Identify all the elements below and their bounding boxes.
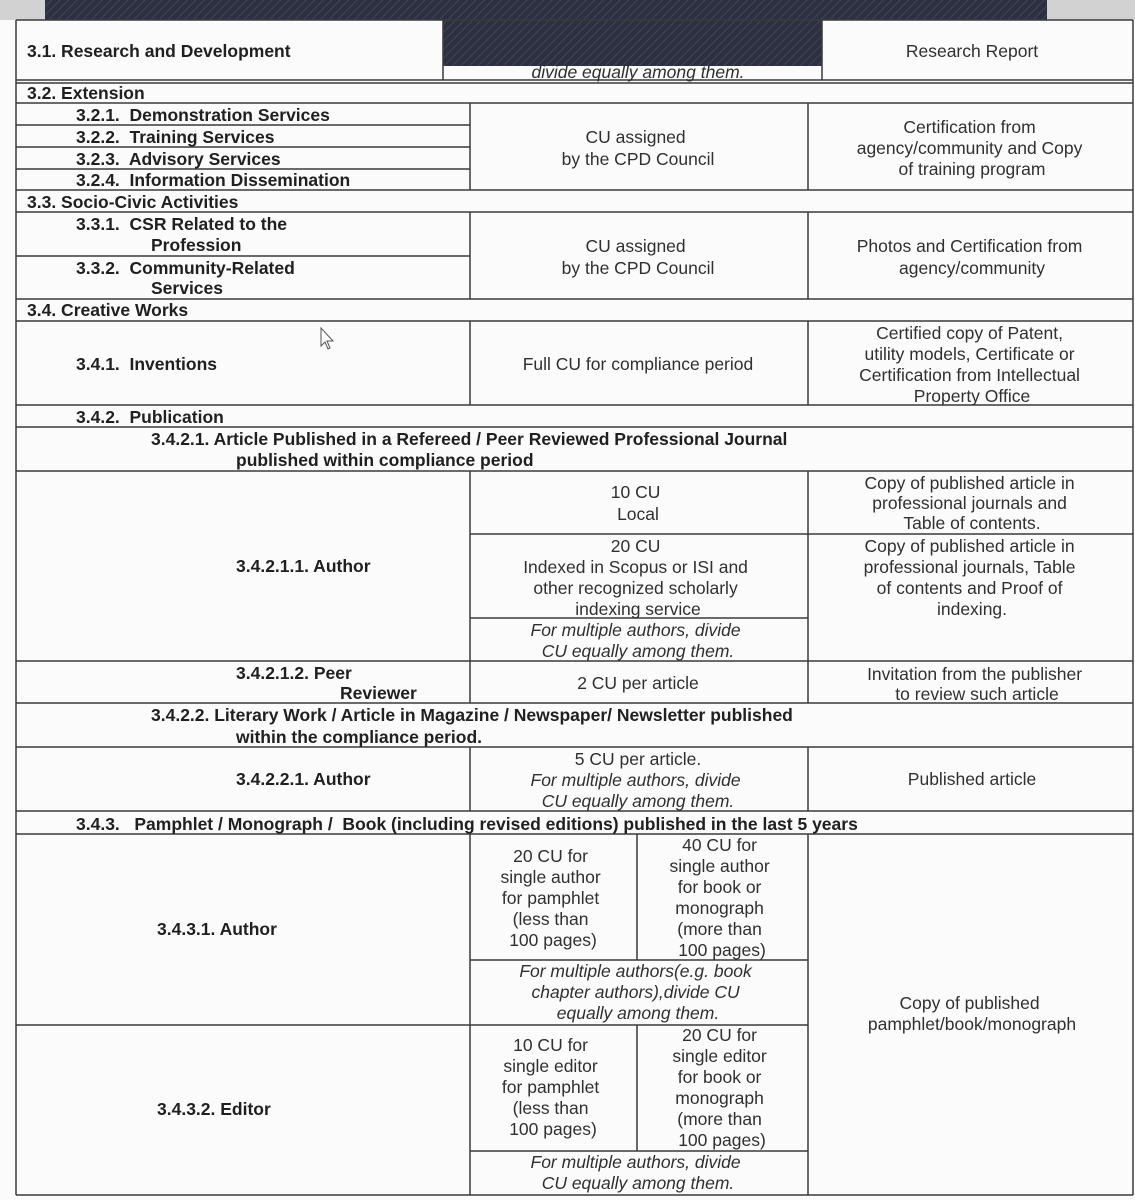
literary-multi-author-note: For multiple authors, divide CU equally among them.	[530, 770, 741, 811]
row-3-2-4-label: 3.2.4. Information Dissemination	[76, 170, 351, 190]
row-3-4-1-label: 3.4.1. Inventions	[76, 354, 218, 374]
book-author-multi-note: For multiple authors(e.g. book chapter authors),divide CU equally among them.	[519, 961, 752, 1023]
row-3-3-cu: CU assigned by the CPD Council	[561, 236, 715, 278]
row-3-2-evidence: Certification from agency/community and Copy of training program	[856, 117, 1083, 179]
row-3-3-evidence: Photos and Certification from agency/community	[856, 236, 1083, 278]
row-3-3-2-label: 3.3.2. Community-Related Services	[76, 258, 295, 298]
literary-cu: 5 CU per article.	[574, 749, 702, 769]
peer-reviewer-cu: 2 CU per article	[577, 673, 699, 693]
row-3-1-label: 3.1. Research and Development	[27, 41, 291, 61]
row-3-2-2-label: 3.2.2. Training Services	[76, 127, 275, 147]
row-3-4-2-2-heading: 3.4.2.2. Literary Work / Article in Magazine / Newspaper/ Newsletter published within the compliance period.	[151, 705, 793, 747]
peer-reviewer-evidence: Invitation from the publisher to review such article	[867, 664, 1083, 704]
row-3-2-1-label: 3.2.1. Demonstration Services	[76, 105, 330, 125]
indexed-cu: 20 CU Indexed in Scopus or ISI and other recognized scholarly indexing service	[523, 536, 748, 619]
row-3-4-3-2-label: 3.4.3.2. Editor	[157, 1099, 271, 1119]
journal-multi-author-note: For multiple authors, divide CU equally among them.	[530, 620, 741, 661]
dark-overlay-block	[443, 20, 822, 66]
row-3-4-2-1-heading: 3.4.2.1. Article Published in a Refereed / Peer Reviewed Professional Journal published within compliance period	[151, 429, 788, 470]
row-3-4-2-label: 3.4.2. Publication	[76, 407, 224, 427]
row-3-4-1-evidence: Certified copy of Patent, utility models, Certificate or Certification from Intellectual Property Office	[859, 323, 1080, 406]
author-book-cu: 40 CU for single author for book or monograph (more than 100 pages)	[669, 835, 770, 960]
mouse-cursor-icon	[321, 328, 333, 349]
literary-evidence: Published article	[907, 769, 1037, 789]
row-3-4-2-1-1-label: 3.4.2.1.1. Author	[236, 556, 371, 576]
row-3-3-label: 3.3. Socio-Civic Activities	[27, 192, 239, 212]
row-3-3-1-label: 3.3.1. CSR Related to the Profession	[76, 214, 288, 255]
row-3-4-1-cu: Full CU for compliance period	[522, 354, 754, 374]
book-evidence: Copy of published pamphlet/book/monograph	[867, 993, 1077, 1034]
book-editor-multi-note: For multiple authors, divide CU equally among them.	[530, 1152, 741, 1193]
author-pamphlet-cu: 20 CU for single author for pamphlet (less than 100 pages)	[500, 846, 601, 950]
dark-overlay-band	[45, 0, 1047, 20]
row-3-2-cu: CU assigned by the CPD Council	[561, 127, 715, 169]
editor-pamphlet-cu: 10 CU for single editor for pamphlet (less than 100 pages)	[501, 1035, 600, 1139]
row-3-4-2-1-2-label: 3.4.2.1.2. Peer Reviewer	[236, 663, 417, 703]
row-3-4-3-1-label: 3.4.3.1. Author	[157, 919, 277, 939]
row-3-2-label: 3.2. Extension	[27, 83, 145, 103]
row-3-4-label: 3.4. Creative Works	[27, 300, 189, 320]
editor-book-cu: 20 CU for single editor for book or monograph (more than 100 pages)	[672, 1025, 767, 1150]
row-3-1-evidence: Research Report	[905, 41, 1039, 61]
row-3-4-3-heading: 3.4.3. Pamphlet / Monograph / Book (including revised editions) published in the last 5 years	[76, 814, 858, 834]
row-3-1-partial-note: divide equally among them.	[531, 62, 745, 82]
row-3-2-3-label: 3.2.3. Advisory Services	[76, 149, 281, 169]
local-evidence: Copy of published article in professional journals and Table of contents.	[864, 473, 1075, 533]
indexed-evidence: Copy of published article in professional journals, Table of contents and Proof of indexing.	[863, 536, 1076, 619]
local-cu: 10 CU Local	[610, 482, 661, 524]
row-3-4-2-2-1-label: 3.4.2.2.1. Author	[236, 769, 371, 789]
